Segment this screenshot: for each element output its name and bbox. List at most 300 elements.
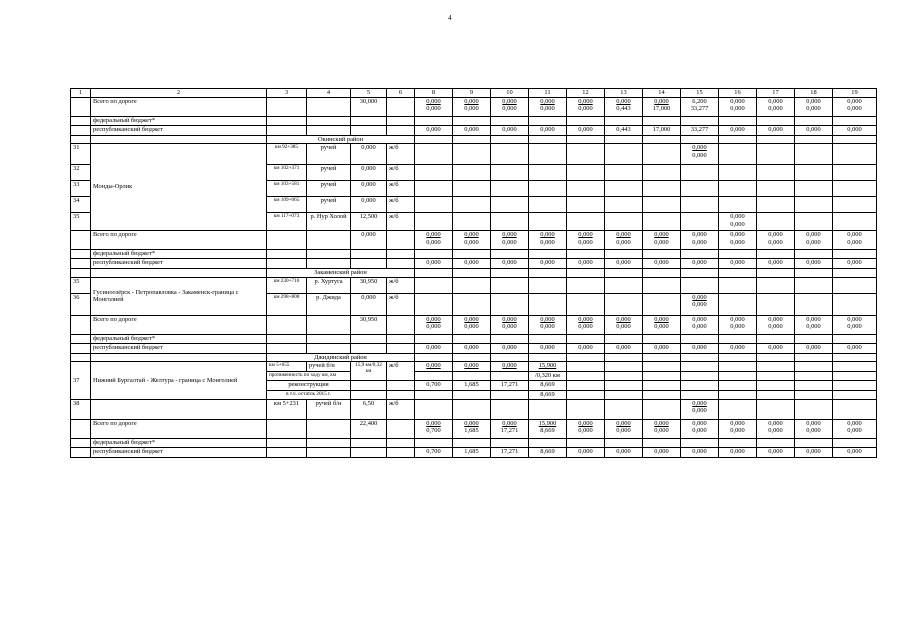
table-cell bbox=[567, 116, 605, 125]
table-cell bbox=[415, 353, 453, 362]
republic-value: 0,000 bbox=[795, 259, 833, 269]
total-value: 0,000 0,000 bbox=[453, 97, 491, 116]
table-cell bbox=[757, 165, 795, 181]
table-row bbox=[71, 144, 877, 165]
table-cell bbox=[529, 438, 567, 447]
table-cell bbox=[757, 293, 795, 315]
table-cell bbox=[757, 372, 795, 381]
table-cell bbox=[719, 372, 757, 381]
table-cell bbox=[71, 269, 91, 278]
table-cell bbox=[681, 277, 719, 293]
table-cell bbox=[757, 250, 795, 259]
total-value: 0,000 0,000 bbox=[757, 419, 795, 438]
table-row bbox=[71, 135, 877, 144]
table-cell bbox=[643, 293, 681, 315]
table-cell bbox=[415, 269, 453, 278]
table-cell bbox=[415, 391, 453, 400]
object-name: р. Нур Холой bbox=[307, 213, 351, 231]
table-cell bbox=[351, 381, 387, 391]
table-cell bbox=[643, 135, 681, 144]
table-cell bbox=[795, 135, 833, 144]
table-cell bbox=[643, 438, 681, 447]
table-cell bbox=[643, 334, 681, 343]
object-name: ручей б/н bbox=[307, 362, 351, 372]
district-name: Закаменский район bbox=[267, 269, 415, 278]
table-cell bbox=[387, 334, 415, 343]
table-cell bbox=[307, 97, 351, 116]
total-label: Всего по дороге bbox=[91, 419, 267, 438]
table-cell bbox=[833, 197, 877, 213]
table-cell bbox=[681, 372, 719, 381]
table-cell bbox=[795, 399, 833, 419]
table-cell bbox=[757, 116, 795, 125]
republic-value: 0,000 bbox=[415, 343, 453, 353]
table-cell bbox=[387, 438, 415, 447]
table-cell bbox=[719, 399, 757, 419]
table-cell bbox=[267, 125, 307, 135]
total-value: 0,000 17,000 bbox=[643, 97, 681, 116]
table-cell bbox=[529, 213, 567, 231]
table-cell bbox=[491, 116, 529, 125]
table-cell bbox=[453, 399, 491, 419]
federal-label: федеральный бюджет* bbox=[91, 116, 267, 125]
table-cell bbox=[567, 277, 605, 293]
republic-value: 0,000 bbox=[567, 447, 605, 457]
table-cell bbox=[71, 438, 91, 447]
column-header: 18 bbox=[795, 89, 833, 98]
table-cell bbox=[387, 116, 415, 125]
republic-value: 0,443 bbox=[605, 125, 643, 135]
table-cell bbox=[307, 315, 351, 334]
structure-type: ж/б bbox=[387, 144, 415, 165]
km-marker: км 109+065 bbox=[267, 197, 307, 213]
table-cell bbox=[681, 381, 719, 391]
total-value: 0,000 0,000 bbox=[719, 97, 757, 116]
table-cell bbox=[643, 277, 681, 293]
total-value: 15,900 8,669 bbox=[529, 419, 567, 438]
republic-value: 0,000 bbox=[529, 343, 567, 353]
table-cell bbox=[491, 144, 529, 165]
table-cell bbox=[415, 213, 453, 231]
column-header: 15 bbox=[681, 89, 719, 98]
table-cell bbox=[529, 165, 567, 181]
table-cell bbox=[491, 353, 529, 362]
table-cell bbox=[491, 165, 529, 181]
table-cell bbox=[529, 197, 567, 213]
republic-value: 0,000 bbox=[605, 447, 643, 457]
table-cell bbox=[351, 343, 387, 353]
total-value: 0,000 0,000 bbox=[681, 419, 719, 438]
table-cell bbox=[387, 231, 415, 250]
page-number: 4 bbox=[448, 14, 452, 22]
table-row bbox=[71, 269, 877, 278]
total-value: 0,000 0,000 bbox=[833, 231, 877, 250]
total-value: 0,000 0,000 bbox=[643, 315, 681, 334]
row-number: 33 bbox=[71, 181, 91, 197]
table-cell bbox=[351, 125, 387, 135]
table-row bbox=[71, 89, 877, 98]
length: 0,000 bbox=[351, 293, 387, 315]
total-value: 0,000 0,443 bbox=[605, 97, 643, 116]
table-cell bbox=[529, 116, 567, 125]
table-cell bbox=[491, 372, 529, 381]
table-cell bbox=[453, 144, 491, 165]
table-cell bbox=[71, 116, 91, 125]
republic-value: 0,000 bbox=[833, 125, 877, 135]
table-cell bbox=[605, 269, 643, 278]
table-cell bbox=[605, 334, 643, 343]
table-cell bbox=[795, 197, 833, 213]
object-name: р. Джида bbox=[307, 293, 351, 315]
table-cell bbox=[71, 259, 91, 269]
structure-type: ж/б bbox=[387, 197, 415, 213]
republic-value: 0,000 bbox=[757, 447, 795, 457]
total-value: 0,000 0,000 bbox=[567, 97, 605, 116]
table-cell bbox=[351, 259, 387, 269]
table-cell bbox=[415, 181, 453, 197]
total-value: 0,000 0,000 bbox=[529, 231, 567, 250]
table-cell bbox=[453, 293, 491, 315]
table-cell bbox=[833, 135, 877, 144]
table-cell bbox=[453, 334, 491, 343]
total-value: 0,000 0,000 bbox=[719, 419, 757, 438]
table-cell bbox=[833, 372, 877, 381]
table-cell bbox=[719, 135, 757, 144]
table-cell bbox=[267, 447, 307, 457]
table-cell bbox=[567, 269, 605, 278]
row-number: 36 bbox=[71, 293, 91, 315]
table-cell: 30,000 bbox=[351, 97, 387, 116]
table-cell bbox=[833, 381, 877, 391]
table-cell bbox=[605, 250, 643, 259]
object-name: ручей bbox=[307, 181, 351, 197]
structure-type: ж/б bbox=[387, 293, 415, 315]
row-number: 32 bbox=[71, 165, 91, 181]
structure-type: ж/б bbox=[387, 165, 415, 181]
total-value: 0,000 0,000 bbox=[833, 315, 877, 334]
table-cell bbox=[529, 144, 567, 165]
table-cell bbox=[757, 381, 795, 391]
column-header: 5 bbox=[351, 89, 387, 98]
republic-value: 0,000 bbox=[491, 343, 529, 353]
table-cell bbox=[643, 399, 681, 419]
road-name: Нижний Бургалтай - Желтура - граница с Монголией bbox=[91, 362, 267, 400]
km-marker: км 103+581 bbox=[267, 181, 307, 197]
republic-value: 0,000 bbox=[757, 125, 795, 135]
structure-type: ж/б bbox=[387, 362, 415, 381]
table-cell bbox=[453, 277, 491, 293]
column-header: 2 bbox=[91, 89, 267, 98]
table-cell bbox=[567, 438, 605, 447]
table-cell bbox=[681, 135, 719, 144]
table-cell bbox=[833, 144, 877, 165]
table-cell bbox=[795, 372, 833, 381]
table-cell bbox=[307, 259, 351, 269]
table-cell bbox=[567, 197, 605, 213]
structure-type: ж/б bbox=[387, 399, 415, 419]
table-cell bbox=[491, 135, 529, 144]
table-cell bbox=[351, 438, 387, 447]
km-marker: км 5+231 bbox=[267, 399, 307, 419]
total-value: 0,000 0,700 bbox=[415, 419, 453, 438]
table-cell bbox=[719, 277, 757, 293]
table-cell bbox=[529, 181, 567, 197]
table-cell bbox=[307, 334, 351, 343]
table-cell bbox=[567, 391, 605, 400]
total-value: 0,000 0,000 bbox=[719, 315, 757, 334]
republic-value: 0,000 bbox=[757, 343, 795, 353]
table-cell bbox=[643, 353, 681, 362]
table-cell bbox=[351, 391, 387, 400]
total-value: 0,000 0,000 bbox=[757, 97, 795, 116]
republic-label: республиканский бюджет bbox=[91, 447, 267, 457]
table-row bbox=[71, 447, 877, 457]
table-cell bbox=[267, 334, 307, 343]
table-cell bbox=[719, 269, 757, 278]
length: 0,000 bbox=[351, 165, 387, 181]
table-row bbox=[71, 315, 877, 334]
table-cell bbox=[643, 391, 681, 400]
table-cell bbox=[267, 116, 307, 125]
table-cell bbox=[415, 293, 453, 315]
road-name: Монды-Орлик bbox=[91, 144, 267, 231]
column-header: 14 bbox=[643, 89, 681, 98]
total-label: Всего по дороге bbox=[91, 97, 267, 116]
total-value: 0,000 0,000 bbox=[453, 315, 491, 334]
total-value: 0,000 0,000 bbox=[757, 315, 795, 334]
table-cell bbox=[491, 250, 529, 259]
structure-type: ж/б bbox=[387, 181, 415, 197]
total-value: 0,000 0,000 bbox=[605, 315, 643, 334]
km-marker: км 117+073 bbox=[267, 213, 307, 231]
table-cell bbox=[605, 144, 643, 165]
table-cell bbox=[307, 419, 351, 438]
row-number: 34 bbox=[71, 197, 91, 213]
table-cell bbox=[71, 231, 91, 250]
republic-value: 0,000 bbox=[567, 125, 605, 135]
length: 30,950 bbox=[351, 277, 387, 293]
table-cell bbox=[491, 334, 529, 343]
table-cell bbox=[833, 391, 877, 400]
table-cell bbox=[643, 116, 681, 125]
table-cell bbox=[605, 135, 643, 144]
total-value: 0,000 0,000 bbox=[795, 97, 833, 116]
table-cell bbox=[387, 391, 415, 400]
table-cell bbox=[387, 259, 415, 269]
table-cell: 8,669 bbox=[529, 391, 567, 400]
table-cell bbox=[453, 181, 491, 197]
table-cell bbox=[307, 343, 351, 353]
table-cell bbox=[567, 250, 605, 259]
table-cell bbox=[719, 293, 757, 315]
table-cell bbox=[681, 165, 719, 181]
table-cell bbox=[453, 353, 491, 362]
table-cell bbox=[491, 197, 529, 213]
table-cell bbox=[719, 144, 757, 165]
table-cell bbox=[387, 125, 415, 135]
table-cell bbox=[833, 277, 877, 293]
republic-value: 8,669 bbox=[529, 447, 567, 457]
table-cell bbox=[757, 213, 795, 231]
column-header: 6 bbox=[387, 89, 415, 98]
table-cell bbox=[681, 213, 719, 231]
table-cell bbox=[453, 438, 491, 447]
table-cell bbox=[719, 116, 757, 125]
table-cell bbox=[605, 277, 643, 293]
table-cell bbox=[833, 165, 877, 181]
table-cell bbox=[605, 197, 643, 213]
table-cell bbox=[833, 116, 877, 125]
table-cell bbox=[795, 438, 833, 447]
table-cell bbox=[757, 438, 795, 447]
length: 0,000 bbox=[351, 181, 387, 197]
row-number: 38 bbox=[71, 399, 91, 419]
km-marker: км 102+371 bbox=[267, 165, 307, 181]
object-name: ручей б/н bbox=[307, 399, 351, 419]
table-cell bbox=[795, 293, 833, 315]
republic-value: 0,000 bbox=[529, 259, 567, 269]
table-cell bbox=[307, 438, 351, 447]
table-cell bbox=[643, 269, 681, 278]
object-name: ручей bbox=[307, 165, 351, 181]
table-cell bbox=[71, 135, 91, 144]
table-cell bbox=[387, 419, 415, 438]
table-cell bbox=[719, 362, 757, 372]
table-cell bbox=[453, 269, 491, 278]
table-cell bbox=[795, 381, 833, 391]
column-header: 17 bbox=[757, 89, 795, 98]
table-cell bbox=[453, 213, 491, 231]
table-cell bbox=[567, 381, 605, 391]
republic-value: 0,000 bbox=[491, 125, 529, 135]
table-cell bbox=[719, 197, 757, 213]
total-value: 0,000 0,000 bbox=[833, 97, 877, 116]
table-cell bbox=[567, 399, 605, 419]
total-value: 0,000 0,000 bbox=[415, 231, 453, 250]
table-cell bbox=[91, 353, 267, 362]
table-row bbox=[71, 97, 877, 116]
table-cell bbox=[307, 231, 351, 250]
federal-label: федеральный бюджет* bbox=[91, 438, 267, 447]
table-row bbox=[71, 343, 877, 353]
table-cell bbox=[795, 334, 833, 343]
table-cell bbox=[605, 372, 643, 381]
table-cell bbox=[415, 438, 453, 447]
republic-value: 17,271 bbox=[491, 447, 529, 457]
table-cell bbox=[795, 144, 833, 165]
table-cell bbox=[795, 362, 833, 372]
table-cell bbox=[833, 293, 877, 315]
republic-value: 0,000 bbox=[833, 343, 877, 353]
district-name: Джидинский район bbox=[267, 353, 415, 362]
length: 15,9 км/0,32 км bbox=[351, 362, 387, 381]
table-cell: 0,000 0,000 bbox=[681, 293, 719, 315]
road-name: Гусиноозёрск - Петропавловка - Закаменск-граница с Монголией bbox=[91, 277, 267, 315]
table-cell bbox=[757, 362, 795, 372]
table-cell bbox=[307, 125, 351, 135]
total-value: 0,000 0,000 bbox=[529, 97, 567, 116]
table-cell bbox=[491, 213, 529, 231]
table-cell bbox=[453, 165, 491, 181]
table-cell bbox=[681, 197, 719, 213]
row-number: 37 bbox=[71, 362, 91, 400]
table-cell bbox=[491, 438, 529, 447]
table-cell bbox=[719, 181, 757, 197]
km-marker: км 5+055 bbox=[267, 362, 307, 372]
republic-value: 0,000 bbox=[643, 259, 681, 269]
table-cell bbox=[643, 250, 681, 259]
table-cell bbox=[415, 277, 453, 293]
republic-value: 0,000 bbox=[681, 259, 719, 269]
total-value: 0,000 0,000 bbox=[567, 419, 605, 438]
reconstruction-value: 8,669 bbox=[529, 381, 567, 391]
table-cell bbox=[757, 135, 795, 144]
republic-value: 0,000 bbox=[719, 447, 757, 457]
table-cell bbox=[267, 250, 307, 259]
republic-value: 0,000 bbox=[567, 259, 605, 269]
table-cell: 0,000 0,000 bbox=[719, 213, 757, 231]
table-row bbox=[71, 116, 877, 125]
table-cell bbox=[757, 181, 795, 197]
federal-label: федеральный бюджет* bbox=[91, 250, 267, 259]
table-cell bbox=[415, 372, 453, 381]
table-cell bbox=[833, 399, 877, 419]
row-number: 35 bbox=[71, 213, 91, 231]
km-marker: км 92+385 bbox=[267, 144, 307, 165]
column-header: 1 bbox=[71, 89, 91, 98]
republic-value: 0,000 bbox=[681, 343, 719, 353]
table-cell bbox=[795, 181, 833, 197]
table-cell bbox=[833, 438, 877, 447]
republic-value: 0,000 bbox=[643, 447, 681, 457]
total-value: 6,200 33,277 bbox=[681, 97, 719, 116]
table-cell: 15,900 bbox=[529, 362, 567, 372]
republic-value: 0,000 bbox=[529, 125, 567, 135]
table-cell bbox=[795, 353, 833, 362]
table-cell bbox=[605, 165, 643, 181]
table-cell bbox=[567, 353, 605, 362]
table-cell bbox=[795, 116, 833, 125]
republic-value: 0,000 bbox=[453, 343, 491, 353]
table-cell bbox=[387, 97, 415, 116]
table-cell bbox=[351, 116, 387, 125]
total-value: 0,000 0,000 bbox=[643, 231, 681, 250]
table-cell bbox=[529, 269, 567, 278]
total-value: 0,000 0,000 bbox=[491, 97, 529, 116]
table-cell bbox=[453, 116, 491, 125]
table-cell bbox=[267, 97, 307, 116]
table-cell bbox=[681, 116, 719, 125]
table-cell bbox=[491, 399, 529, 419]
column-header: 13 bbox=[605, 89, 643, 98]
republic-value: 0,000 bbox=[795, 343, 833, 353]
table-cell bbox=[719, 381, 757, 391]
table-cell bbox=[567, 135, 605, 144]
table-cell bbox=[681, 181, 719, 197]
table-cell bbox=[71, 447, 91, 457]
table-row bbox=[71, 353, 877, 362]
table-cell bbox=[529, 277, 567, 293]
total-value: 0,000 0,000 bbox=[605, 419, 643, 438]
reconstruction-label: реконструкция bbox=[267, 381, 351, 391]
table-cell bbox=[795, 277, 833, 293]
table-cell bbox=[643, 213, 681, 231]
table-cell: 22,400 bbox=[351, 419, 387, 438]
table-row bbox=[71, 250, 877, 259]
table-cell bbox=[643, 372, 681, 381]
column-header: 16 bbox=[719, 89, 757, 98]
republic-value: 0,000 bbox=[719, 259, 757, 269]
